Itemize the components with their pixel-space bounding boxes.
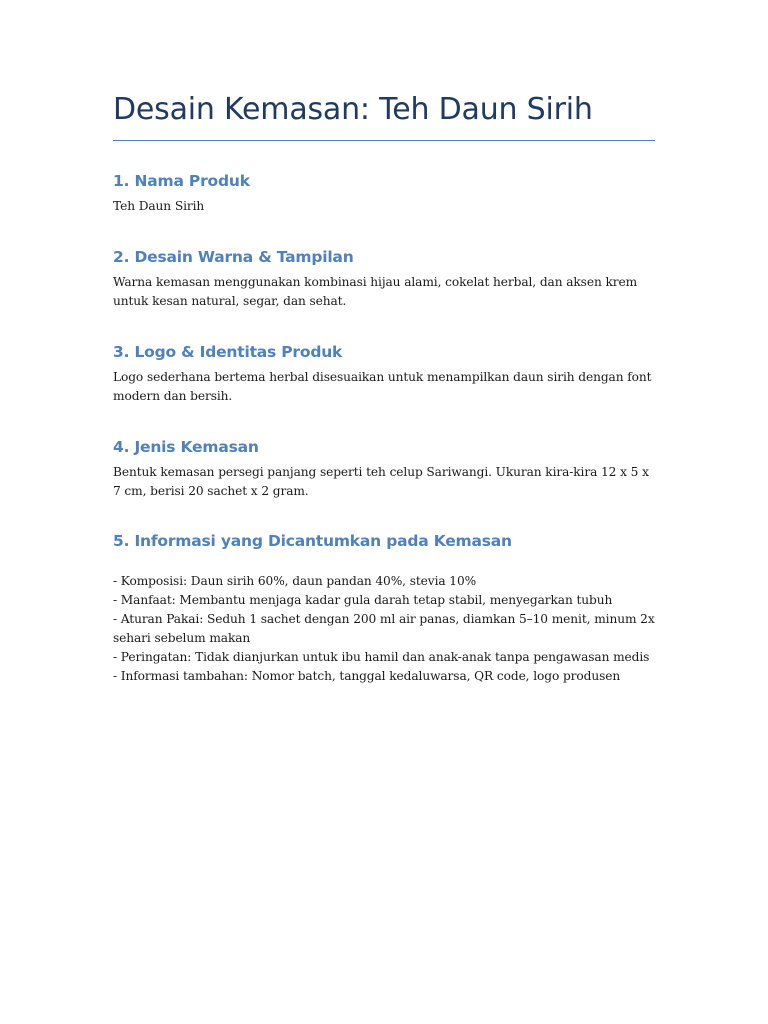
section-packaging-type [113, 438, 658, 501]
list-item: - Aturan Pakai: Seduh 1 sachet dengan 200 ml air panas, diamkan 5–10 menit, minum 2x sehari sebelum makan [113, 612, 655, 645]
section-heading: 5. Informasi yang Dicantumkan pada Kemasan [113, 532, 512, 550]
section-heading: 1. Nama Produk [113, 172, 250, 190]
list-item: - Komposisi: Daun sirih 60%, daun pandan 40%, stevia 10% [113, 574, 477, 588]
section-color-design [113, 248, 658, 311]
section-text: Warna kemasan menggunakan kombinasi hijau alami, cokelat herbal, dan aksen krem untuk kesan natural, segar, dan sehat. [113, 275, 638, 308]
title-divider [113, 140, 655, 141]
list-item: - Manfaat: Membantu menjaga kadar gula darah tetap stabil, menyegarkan tubuh [113, 593, 613, 607]
section-logo-identity [113, 343, 658, 406]
section-text: Teh Daun Sirih [113, 199, 205, 213]
section-text: Bentuk kemasan persegi panjang seperti teh celup Sariwangi. Ukuran kira-kira 12 x 5 x 7 cm, berisi 20 sachet x 2 gram. [113, 465, 649, 498]
document-title: Desain Kemasan: Teh Daun Sirih [113, 92, 593, 127]
list-item: - Peringatan: Tidak dianjurkan untuk ibu hamil dan anak-anak tanpa pengawasan medis [113, 650, 650, 664]
list-item: - Informasi tambahan: Nomor batch, tanggal kedaluwarsa, QR code, logo produsen [113, 669, 621, 683]
section-product-name [113, 172, 658, 216]
section-text: Logo sederhana bertema herbal disesuaikan untuk menampilkan daun sirih dengan font modern dan bersih. [113, 370, 652, 403]
section-heading: 4. Jenis Kemasan [113, 438, 259, 456]
section-packaging-info [113, 532, 658, 686]
section-heading: 2. Desain Warna & Tampilan [113, 248, 354, 266]
info-list [113, 572, 658, 686]
section-heading: 3. Logo & Identitas Produk [113, 343, 343, 361]
